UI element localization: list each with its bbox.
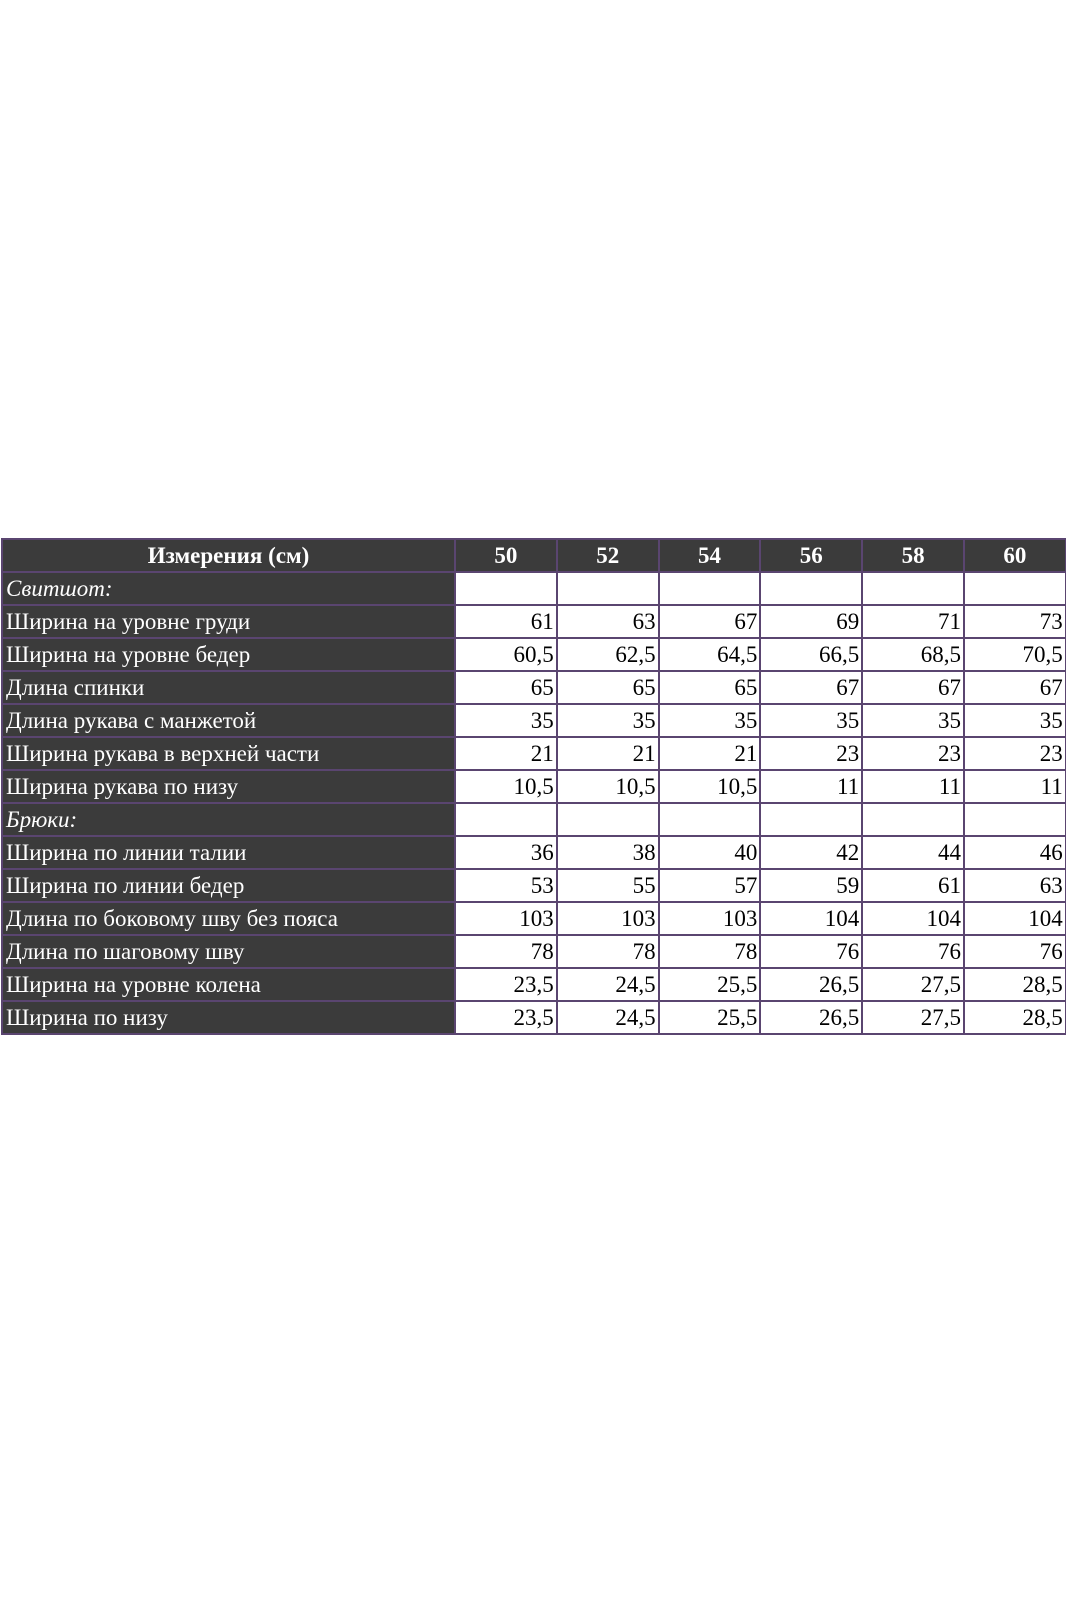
measurements-header: Измерения (см) (2, 539, 455, 572)
measurement-value: 21 (557, 737, 659, 770)
size-header: 58 (862, 539, 964, 572)
measurement-value: 25,5 (659, 1001, 761, 1034)
measurement-value: 24,5 (557, 1001, 659, 1034)
measurement-label: Ширина на уровне груди (2, 605, 455, 638)
measurement-value: 27,5 (862, 968, 964, 1001)
measurement-label: Длина спинки (2, 671, 455, 704)
measurement-value: 24,5 (557, 968, 659, 1001)
measurement-value: 26,5 (760, 1001, 862, 1034)
measurement-value (659, 572, 761, 605)
measurement-value: 10,5 (659, 770, 761, 803)
measurement-value: 25,5 (659, 968, 761, 1001)
measurement-value: 63 (964, 869, 1066, 902)
measurement-value (964, 572, 1066, 605)
measurement-value: 68,5 (862, 638, 964, 671)
section-row (2, 803, 1066, 836)
measurement-value: 76 (760, 935, 862, 968)
measurement-value (557, 572, 659, 605)
measurement-value (455, 572, 557, 605)
measurement-value: 21 (455, 737, 557, 770)
measurement-value: 65 (557, 671, 659, 704)
measurement-value: 65 (659, 671, 761, 704)
table-row (2, 737, 1066, 770)
measurement-value: 103 (557, 902, 659, 935)
measurement-label: Ширина рукава по низу (2, 770, 455, 803)
measurement-value: 46 (964, 836, 1066, 869)
measurement-value: 103 (455, 902, 557, 935)
measurement-value: 38 (557, 836, 659, 869)
measurement-label: Ширина по линии талии (2, 836, 455, 869)
measurement-label: Ширина на уровне колена (2, 968, 455, 1001)
measurement-value: 78 (557, 935, 659, 968)
measurement-value: 28,5 (964, 1001, 1066, 1034)
size-header: 56 (760, 539, 862, 572)
table-row (2, 902, 1066, 935)
measurement-value: 104 (862, 902, 964, 935)
measurement-value: 27,5 (862, 1001, 964, 1034)
measurement-value (862, 572, 964, 605)
measurement-value (760, 803, 862, 836)
measurement-value: 55 (557, 869, 659, 902)
table-header-row (2, 539, 1066, 572)
measurement-value: 23 (760, 737, 862, 770)
measurement-value (760, 572, 862, 605)
table-body (2, 572, 1066, 1034)
measurement-value: 62,5 (557, 638, 659, 671)
measurement-value: 65 (455, 671, 557, 704)
measurement-value: 35 (659, 704, 761, 737)
measurement-value: 23 (862, 737, 964, 770)
measurement-value: 28,5 (964, 968, 1066, 1001)
measurement-value: 10,5 (455, 770, 557, 803)
measurement-value: 53 (455, 869, 557, 902)
section-row (2, 572, 1066, 605)
measurement-value: 35 (455, 704, 557, 737)
measurement-value: 104 (964, 902, 1066, 935)
table-row (2, 770, 1066, 803)
measurement-value: 76 (862, 935, 964, 968)
measurement-value (659, 803, 761, 836)
measurement-value: 70,5 (964, 638, 1066, 671)
measurement-value: 76 (964, 935, 1066, 968)
measurement-value: 21 (659, 737, 761, 770)
size-header: 60 (964, 539, 1066, 572)
measurement-value: 67 (659, 605, 761, 638)
measurement-value: 11 (964, 770, 1066, 803)
measurement-value: 11 (862, 770, 964, 803)
measurement-value: 26,5 (760, 968, 862, 1001)
measurement-value: 60,5 (455, 638, 557, 671)
measurement-label: Ширина по низу (2, 1001, 455, 1034)
table-row (2, 869, 1066, 902)
section-label: Брюки: (2, 803, 455, 836)
measurement-value: 36 (455, 836, 557, 869)
measurement-label: Ширина по линии бедер (2, 869, 455, 902)
measurement-value: 66,5 (760, 638, 862, 671)
measurement-value: 35 (964, 704, 1066, 737)
measurement-value: 35 (862, 704, 964, 737)
measurement-value (557, 803, 659, 836)
table-row (2, 605, 1066, 638)
measurement-value: 67 (760, 671, 862, 704)
table-row (2, 704, 1066, 737)
measurement-value: 35 (557, 704, 659, 737)
measurement-value: 57 (659, 869, 761, 902)
measurement-value: 73 (964, 605, 1066, 638)
table-row (2, 836, 1066, 869)
measurement-value: 71 (862, 605, 964, 638)
measurement-value (964, 803, 1066, 836)
measurement-label: Длина рукава с манжетой (2, 704, 455, 737)
measurement-label: Длина по боковому шву без пояса (2, 902, 455, 935)
measurement-value: 64,5 (659, 638, 761, 671)
measurement-label: Ширина на уровне бедер (2, 638, 455, 671)
section-label: Свитшот: (2, 572, 455, 605)
table-row (2, 935, 1066, 968)
measurement-value: 23,5 (455, 968, 557, 1001)
size-header: 50 (455, 539, 557, 572)
measurement-value: 104 (760, 902, 862, 935)
measurement-value: 103 (659, 902, 761, 935)
measurement-label: Ширина рукава в верхней части (2, 737, 455, 770)
measurement-value: 63 (557, 605, 659, 638)
measurement-value: 23 (964, 737, 1066, 770)
measurement-value: 11 (760, 770, 862, 803)
table-row (2, 968, 1066, 1001)
measurement-value (455, 803, 557, 836)
measurement-value: 10,5 (557, 770, 659, 803)
size-chart-table (1, 538, 1066, 1035)
measurement-value: 67 (862, 671, 964, 704)
table-row (2, 638, 1066, 671)
measurement-label: Длина по шаговому шву (2, 935, 455, 968)
measurement-value: 35 (760, 704, 862, 737)
measurement-value: 61 (455, 605, 557, 638)
measurement-value: 42 (760, 836, 862, 869)
measurement-value: 61 (862, 869, 964, 902)
measurement-value: 44 (862, 836, 964, 869)
measurement-value: 59 (760, 869, 862, 902)
measurement-value: 78 (659, 935, 761, 968)
measurement-value (862, 803, 964, 836)
measurement-value: 40 (659, 836, 761, 869)
table-row (2, 1001, 1066, 1034)
measurement-value: 23,5 (455, 1001, 557, 1034)
size-header: 52 (557, 539, 659, 572)
measurement-value: 78 (455, 935, 557, 968)
measurement-value: 67 (964, 671, 1066, 704)
table-row (2, 671, 1066, 704)
size-header: 54 (659, 539, 761, 572)
measurement-value: 69 (760, 605, 862, 638)
